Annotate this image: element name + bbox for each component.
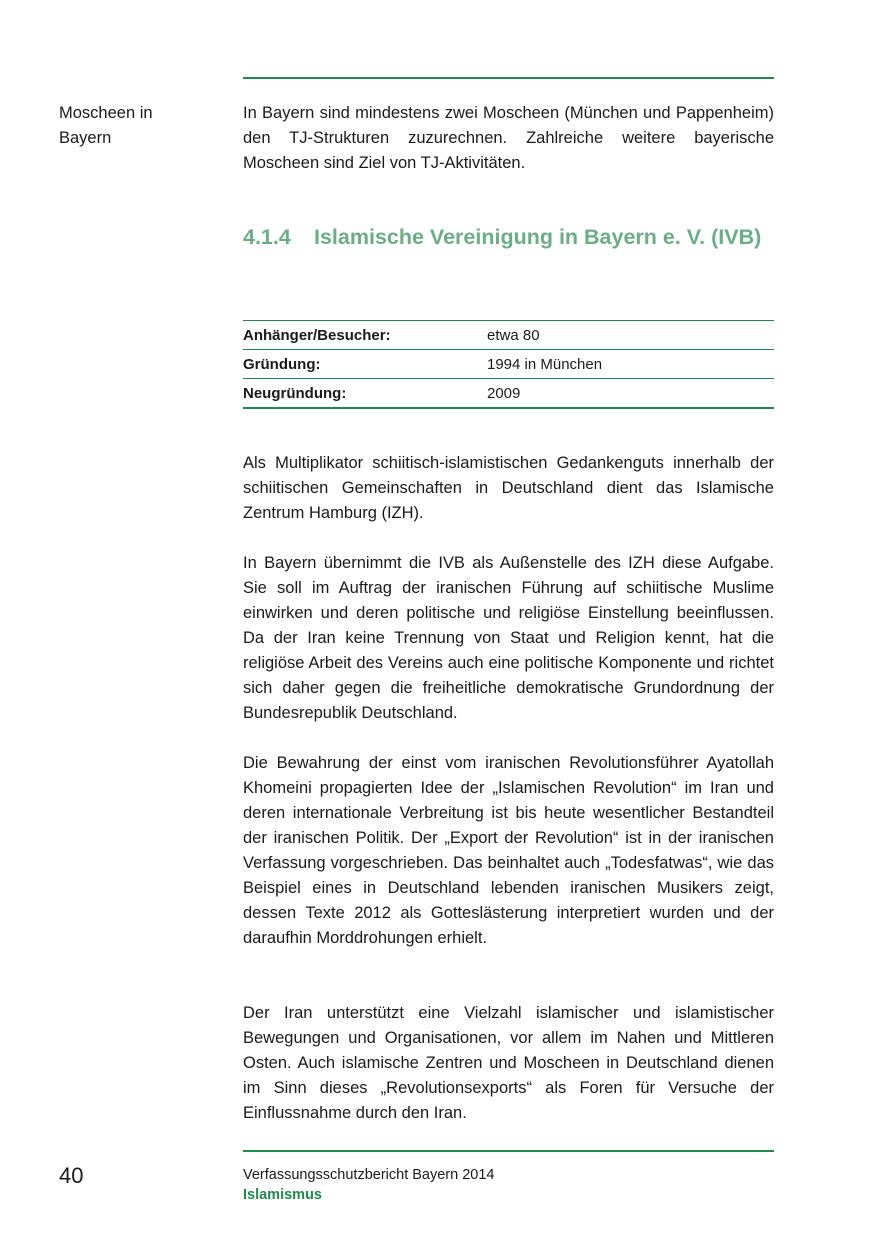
margin-note-line-2: Bayern — [59, 129, 112, 147]
body-paragraph-4 — [243, 1001, 774, 1126]
facts-label: Neugründung: — [243, 384, 347, 402]
facts-label: Gründung: — [243, 355, 321, 373]
facts-value: etwa 80 — [487, 326, 540, 344]
body-paragraph-2 — [243, 551, 774, 726]
facts-value: 2009 — [487, 384, 521, 402]
margin-note-line-1: Moscheen in — [59, 104, 153, 122]
intro-paragraph-text: In Bayern sind mindestens zwei Moscheen (München und Pappenheim) den TJ-Strukturen zuzurechnen. Zahlreiche weitere bayerische Moscheen sind Ziel von TJ-Aktivitäten. — [243, 104, 774, 172]
section-number: 4.1.4 — [243, 225, 291, 249]
body-paragraph-text: Als Multiplikator schiitisch-islamistischen Gedankenguts innerhalb der schiitischen Gemeinschaften in Deutschland dient das Islamische Zentrum Hamburg (IZH). — [243, 454, 774, 522]
section-heading — [243, 222, 774, 252]
footer-chapter-name: Islamismus — [243, 1187, 322, 1203]
section-title: Islamische Vereinigung in Bayern e. V. (IVB) — [314, 225, 762, 249]
facts-row — [243, 349, 774, 378]
body-paragraph-text: Der Iran unterstützt eine Vielzahl islamischer und islamistischer Bewegungen und Organisationen, vor allem im Nahen und Mittleren Osten. Auch islamische Zentren und Moscheen in Deutschland dienen im Sinn dieses „Revolutionsexports“ als Foren für Versuche der Einflussnahme durch den Iran. — [243, 1004, 774, 1122]
facts-label: Anhänger/Besucher: — [243, 326, 391, 344]
facts-value: 1994 in München — [487, 355, 603, 373]
body-paragraph-1 — [243, 451, 774, 526]
facts-table — [243, 320, 774, 409]
footer-divider — [243, 1150, 774, 1152]
intro-paragraph — [243, 101, 774, 176]
top-divider — [243, 77, 774, 79]
margin-note — [59, 101, 219, 151]
facts-row — [243, 320, 774, 349]
page-number: 40 — [59, 1163, 84, 1188]
body-paragraph-3 — [243, 751, 774, 951]
body-paragraph-text: Die Bewahrung der einst vom iranischen Revolutionsführer Ayatollah Khomeini propagierten Idee der „Islamischen Revolution“ im Iran und deren internationale Verbreitung ist bis heute wesentlicher Bestandteil der iranischen Politik. Der „Export der Revolution“ ist in der iranischen Verfassung vorgeschrieben. Das beinhaltet auch „Todesfatwas“, wie das Beispiel eines in Deutschland lebenden iranischen Musikers zeigt, dessen Texte 2012 als Gotteslästerung interpretiert wurden und der daraufhin Morddrohungen erhielt. — [243, 754, 774, 947]
body-paragraph-text: In Bayern übernimmt die IVB als Außenstelle des IZH diese Aufgabe. Sie soll im Auftrag der iranischen Führung auf schiitische Muslime einwirken und deren politische und religiöse Einstellung beeinflussen. Da der Iran keine Trennung von Staat und Religion kennt, hat die religiöse Arbeit des Vereins auch eine politische Komponente und richtet sich daher gegen die freiheitliche demokratische Grundordnung der Bundesrepublik Deutschland. — [243, 554, 774, 722]
facts-row — [243, 378, 774, 409]
footer-publication-title: Verfassungsschutzbericht Bayern 2014 — [243, 1167, 495, 1183]
